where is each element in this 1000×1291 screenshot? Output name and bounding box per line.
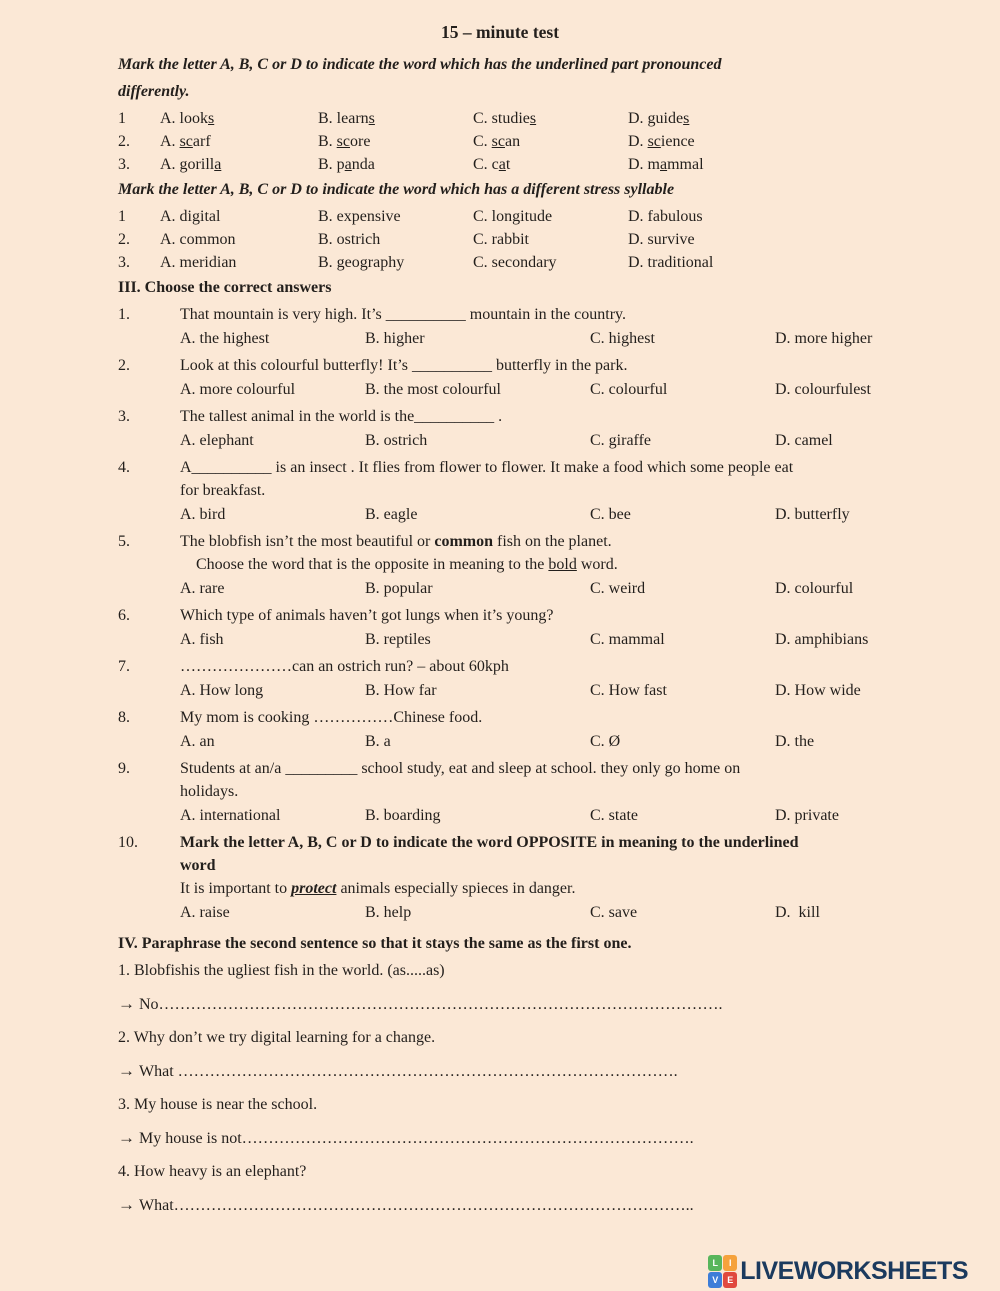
option-text: ience (660, 133, 695, 150)
underlined-part: a (498, 156, 506, 173)
keyword-protect: protect (291, 880, 337, 897)
option-text: D. (628, 133, 648, 150)
option-text: mmal (667, 156, 704, 173)
section-iv-header: IV. Paraphrase the second sentence so that it stays the same as the first one. (118, 935, 632, 952)
answer-blank[interactable]: What…………………………………………………………………………………….. (139, 1197, 694, 1214)
option-d[interactable]: D. colourful (775, 580, 854, 597)
liveworksheets-icon (708, 1255, 737, 1288)
option-c[interactable]: C. state (590, 807, 638, 824)
option-text: D. m (628, 156, 660, 173)
option-b[interactable]: B. eagle (365, 506, 418, 523)
question-10 (118, 831, 942, 924)
option-b[interactable]: B. ostrich (318, 231, 381, 248)
question-number: 5. (118, 533, 130, 550)
option-b[interactable]: B. ostrich (365, 432, 428, 449)
option-text: t (505, 156, 511, 173)
pronunciation-item-1 (118, 107, 942, 130)
question-subtext (196, 553, 942, 576)
option-a[interactable]: A. fish (180, 631, 224, 648)
question-text-part: The blobfish isn’t the most beautiful or (180, 533, 435, 550)
options-row (180, 679, 942, 702)
option-c[interactable]: C. Ø (590, 733, 621, 750)
option-a[interactable] (160, 130, 318, 153)
option-text: D. guide (628, 110, 684, 127)
question-number: 1. (118, 306, 130, 323)
arrow-icon: → (118, 1128, 135, 1147)
option-c[interactable]: C. giraffe (590, 432, 652, 449)
question-2 (118, 354, 942, 401)
option-d[interactable]: D. the (775, 733, 815, 750)
option-c[interactable]: C. mammal (590, 631, 665, 648)
option-text: B. p (318, 156, 345, 173)
answer-blank[interactable]: What …………………………………………………………………………………. (139, 1063, 678, 1080)
logo-square-i: I (723, 1255, 737, 1271)
worksheet-content (118, 51, 942, 1217)
option-d[interactable]: D. traditional (628, 254, 714, 271)
option-b[interactable]: B. higher (365, 330, 425, 347)
question-number: 9. (118, 760, 130, 777)
option-b[interactable]: B. geography (318, 254, 405, 271)
answer-blank[interactable]: No……………………………………………………………………………………………. (139, 996, 723, 1013)
option-a[interactable] (160, 107, 318, 130)
option-b[interactable]: B. How far (365, 682, 437, 699)
options-row (180, 730, 942, 753)
question-number: 4. (118, 459, 130, 476)
section-i-instruction (118, 51, 942, 105)
underlined-word: bold (548, 556, 577, 573)
option-d[interactable]: D. butterfly (775, 506, 850, 523)
underlined-part: s (368, 110, 375, 127)
option-d[interactable]: D. survive (628, 231, 695, 248)
section-ii-instruction: Mark the letter A, B, C or D to indicate the word which has a different stress syllable (118, 181, 675, 198)
question-text (180, 530, 942, 553)
option-text: C. studie (473, 110, 530, 127)
question-text: Students at an/a _________ school study, eat and sleep at school. they only go home on (180, 760, 741, 777)
option-c[interactable] (473, 153, 628, 176)
option-text: A. (160, 133, 180, 150)
brand-wordmark: LIVEWORKSHEETS (740, 1257, 968, 1285)
option-a[interactable]: A. an (180, 733, 215, 750)
options-row (180, 378, 942, 401)
option-b[interactable] (318, 130, 473, 153)
underlined-part: a (214, 156, 222, 173)
options-row (180, 503, 942, 526)
paraphrase-prompt-1: 1. Blobfishis the ugliest fish in the world. (as.....as) (118, 962, 445, 979)
question-8 (118, 706, 942, 753)
option-c[interactable]: C. bee (590, 506, 631, 523)
option-a[interactable]: A. How long (180, 682, 264, 699)
question-text-part: animals especially spieces in danger. (336, 880, 576, 897)
option-text: A. gorill (160, 156, 215, 173)
arrow-icon: → (118, 1061, 135, 1080)
question-text: for breakfast. (180, 482, 266, 499)
question-bold-heading: word (180, 857, 216, 874)
options-row (180, 429, 942, 452)
paraphrase-answer-2 (118, 1059, 942, 1083)
option-c[interactable] (473, 107, 628, 130)
logo-square-v: V (708, 1272, 722, 1288)
question-text-part: Choose the word that is the opposite in meaning to the (196, 556, 549, 573)
question-text: That mountain is very high. It’s __________ mountain in the country. (180, 306, 627, 323)
option-b[interactable]: B. help (365, 904, 412, 921)
option-d[interactable] (628, 153, 942, 176)
option-b[interactable]: B. boarding (365, 807, 441, 824)
option-d[interactable] (628, 107, 942, 130)
option-a[interactable]: A. raise (180, 904, 230, 921)
option-d[interactable]: D. fabulous (628, 208, 703, 225)
option-d[interactable]: D. more higher (775, 330, 873, 347)
option-c[interactable]: C. save (590, 904, 638, 921)
underlined-part: sc (647, 133, 661, 150)
options-row (180, 901, 942, 924)
logo-square-l: L (708, 1255, 722, 1271)
question-text-part: It is important to (180, 880, 292, 897)
option-text: B. (318, 133, 337, 150)
stress-item-2 (118, 228, 942, 251)
pronunciation-item-2 (118, 130, 942, 153)
question-text: …………………can an ostrich run? – about 60kph (180, 658, 509, 675)
option-c[interactable] (473, 130, 628, 153)
question-text: My mom is cooking ……………Chinese food. (180, 709, 483, 726)
item-number: 2. (118, 231, 130, 248)
item-number: 1 (118, 208, 126, 225)
section-iv (118, 932, 942, 1217)
item-number: 2. (118, 133, 130, 150)
option-b[interactable] (318, 153, 473, 176)
question-text: A__________ is an insect . It flies from flower to flower. It make a food which some people eat (180, 459, 794, 476)
question-text-part: word. (576, 556, 618, 573)
option-a[interactable]: A. bird (180, 506, 226, 523)
paraphrase-answer-4 (118, 1193, 942, 1217)
question-number: 7. (118, 658, 130, 675)
item-number: 3. (118, 156, 130, 173)
option-c[interactable]: C. secondary (473, 254, 557, 271)
option-text: A. look (160, 110, 208, 127)
options-row (180, 628, 942, 651)
option-a[interactable]: A. elephant (180, 432, 254, 449)
option-c[interactable]: C. How fast (590, 682, 667, 699)
option-b[interactable]: B. popular (365, 580, 433, 597)
question-text: holidays. (180, 783, 239, 800)
underlined-part: s (683, 110, 690, 127)
instruction-line-2: differently. (118, 83, 190, 100)
answer-blank[interactable]: My house is not…………………………………………………………………………. (139, 1130, 694, 1147)
stress-item-1 (118, 205, 942, 228)
item-number: 3. (118, 254, 130, 271)
underlined-part: sc (491, 133, 505, 150)
option-c[interactable]: C. weird (590, 580, 646, 597)
option-d[interactable]: D. camel (775, 432, 833, 449)
item-number: 1 (118, 110, 126, 127)
underlined-part: a (344, 156, 352, 173)
option-c[interactable]: C. longitude (473, 208, 553, 225)
paraphrase-prompt-2: 2. Why don’t we try digital learning for a change. (118, 1029, 436, 1046)
question-number: 6. (118, 607, 130, 624)
options-row (180, 327, 942, 350)
option-d[interactable]: D. colourfulest (775, 381, 871, 398)
question-4 (118, 456, 942, 526)
option-text: arf (192, 133, 211, 150)
question-3 (118, 405, 942, 452)
option-a[interactable]: A. rare (180, 580, 225, 597)
option-a[interactable] (160, 153, 318, 176)
question-number: 3. (118, 408, 130, 425)
option-a[interactable]: A. international (180, 807, 281, 824)
bold-word: common (434, 533, 493, 550)
question-number: 10. (118, 834, 138, 851)
question-5 (118, 530, 942, 600)
arrow-icon: → (118, 1195, 135, 1214)
option-c[interactable]: C. highest (590, 330, 655, 347)
paraphrase-prompt-3: 3. My house is near the school. (118, 1096, 318, 1113)
instruction-line-1: Mark the letter A, B, C or D to indicate the word which has the underlined part pronounced (118, 56, 722, 73)
section-iii-header: III. Choose the correct answers (118, 279, 332, 296)
option-b[interactable]: B. reptiles (365, 631, 431, 648)
question-text (180, 877, 942, 900)
option-text: C. (473, 133, 492, 150)
page-title: 15 – minute test (440, 22, 560, 42)
options-row (180, 804, 942, 827)
question-text: The tallest animal in the world is the__________ . (180, 408, 503, 425)
option-d[interactable]: D. amphibians (775, 631, 869, 648)
option-c[interactable]: C. rabbit (473, 231, 529, 248)
question-9 (118, 757, 942, 827)
question-6 (118, 604, 942, 651)
question-text-part: fish on the planet. (493, 533, 612, 550)
underlined-part: s (208, 110, 215, 127)
option-c[interactable]: C. colourful (590, 381, 668, 398)
underlined-part: sc (336, 133, 350, 150)
pronunciation-item-3 (118, 153, 942, 176)
question-bold-heading: Mark the letter A, B, C or D to indicate the word OPPOSITE in meaning to the underlined (180, 834, 799, 851)
option-text: an (505, 133, 521, 150)
question-number: 2. (118, 357, 130, 374)
option-a[interactable]: A. common (160, 231, 236, 248)
arrow-icon: → (118, 994, 135, 1013)
paraphrase-answer-1 (118, 992, 942, 1016)
option-a[interactable]: A. digital (160, 208, 221, 225)
paraphrase-answer-3 (118, 1126, 942, 1150)
option-d[interactable]: D. private (775, 807, 839, 824)
option-a[interactable]: A. more colourful (180, 381, 296, 398)
option-b[interactable] (318, 107, 473, 130)
question-number: 8. (118, 709, 130, 726)
question-7 (118, 655, 942, 702)
option-a[interactable]: A. the highest (180, 330, 270, 347)
option-d[interactable]: D. kill (775, 904, 820, 921)
option-a[interactable]: A. meridian (160, 254, 237, 271)
underlined-part: s (529, 110, 537, 127)
option-b[interactable]: B. the most colourful (365, 381, 501, 398)
option-text: ore (350, 133, 371, 150)
option-text: B. learn (318, 110, 369, 127)
options-row (180, 577, 942, 600)
logo-square-e: E (723, 1272, 737, 1288)
option-b[interactable]: B. expensive (318, 208, 401, 225)
option-d[interactable] (628, 130, 942, 153)
option-text: C. c (473, 156, 499, 173)
liveworksheets-logo[interactable] (708, 1255, 968, 1288)
question-1 (118, 303, 942, 350)
option-text: nda (351, 156, 375, 173)
question-text: Look at this colourful butterfly! It’s __________ butterfly in the park. (180, 357, 628, 374)
option-d[interactable]: D. How wide (775, 682, 861, 699)
question-text: Which type of animals haven’t got lungs when it’s young? (180, 607, 554, 624)
paraphrase-prompt-4: 4. How heavy is an elephant? (118, 1163, 307, 1180)
stress-item-3 (118, 251, 942, 274)
underlined-part: a (660, 156, 668, 173)
option-b[interactable]: B. a (365, 733, 391, 750)
underlined-part: sc (179, 133, 193, 150)
